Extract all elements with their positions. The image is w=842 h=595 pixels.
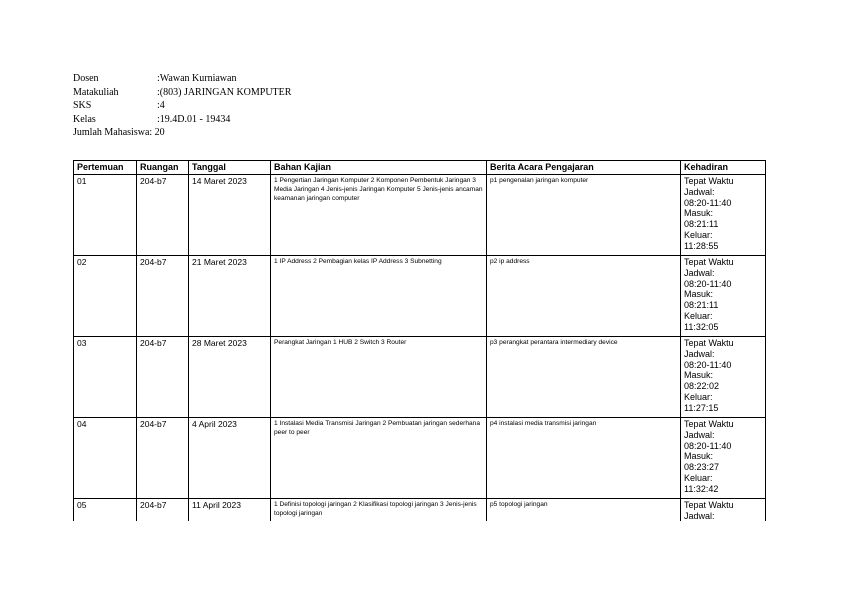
jadwal-time: 08:20-11:40 bbox=[684, 197, 732, 208]
cell-ruangan: 204-b7 bbox=[137, 499, 189, 522]
table-row bbox=[74, 499, 766, 522]
dosen-value: :Wawan Kurniawan bbox=[157, 73, 237, 84]
jadwal-time: 08:20-11:40 bbox=[684, 440, 732, 451]
cell-kehadiran bbox=[681, 418, 766, 499]
sks-label: SKS bbox=[73, 100, 92, 111]
masuk-time: 08:21:11 bbox=[684, 219, 719, 230]
jadwal-label: Jadwal: bbox=[684, 267, 715, 278]
table-row bbox=[74, 256, 766, 337]
masuk-time: 08:21:11 bbox=[684, 300, 719, 311]
header-pertemuan: Pertemuan bbox=[74, 161, 137, 175]
jadwal-time: 08:20-11:40 bbox=[684, 359, 732, 370]
keluar-time: 11:28:55 bbox=[684, 240, 719, 251]
table-row bbox=[74, 418, 766, 499]
cell-tanggal: 14 Maret 2023 bbox=[189, 175, 271, 256]
header-ruangan: Ruangan bbox=[137, 161, 189, 175]
cell-kehadiran bbox=[681, 175, 766, 256]
keluar-label: Keluar: bbox=[684, 229, 713, 240]
matakuliah-value: :(803) JARINGAN KOMPUTER bbox=[157, 86, 292, 98]
kehadiran-status: Tepat Waktu bbox=[684, 338, 734, 348]
masuk-label: Masuk: bbox=[684, 208, 714, 219]
keluar-label: Keluar: bbox=[684, 391, 713, 402]
table-row bbox=[74, 337, 766, 418]
header-bahan-kajian: Bahan Kajian bbox=[271, 161, 487, 175]
kehadiran-status: Tepat Waktu bbox=[684, 176, 734, 186]
keluar-label: Keluar: bbox=[684, 310, 713, 321]
cell-pertemuan: 03 bbox=[74, 337, 137, 418]
cell-pertemuan: 04 bbox=[74, 418, 137, 499]
jadwal-label: Jadwal: bbox=[684, 429, 715, 440]
cell-berita-acara: p3 perangkat perantara intermediary device bbox=[487, 337, 681, 418]
cell-bahan-kajian: 1 Definisi topologi jaringan 2 Klasifikasi topologi jaringan 3 Jenis-jenis topologi jaringan bbox=[271, 499, 487, 522]
kelas-value: :19.4D.01 - 19434 bbox=[157, 113, 231, 125]
cell-bahan-kajian: 1 Instalasi Media Transmisi Jaringan 2 Pembuatan jaringan sederhana peer to peer bbox=[271, 418, 487, 499]
masuk-label: Masuk: bbox=[684, 289, 714, 300]
cell-ruangan: 204-b7 bbox=[137, 256, 189, 337]
jadwal-label: Jadwal: bbox=[684, 510, 715, 521]
cell-berita-acara: p1 pengenalan jaringan komputer bbox=[487, 175, 681, 256]
cell-ruangan: 204-b7 bbox=[137, 418, 189, 499]
cell-bahan-kajian: Perangkat Jaringan 1 HUB 2 Switch 3 Router bbox=[271, 337, 487, 418]
cell-tanggal: 21 Maret 2023 bbox=[189, 256, 271, 337]
cell-berita-acara: p5 topologi jaringan bbox=[487, 499, 681, 522]
cell-pertemuan: 05 bbox=[74, 499, 137, 522]
header-berita-acara: Berita Acara Pengajaran bbox=[487, 161, 681, 175]
attendance-table bbox=[73, 160, 766, 521]
jadwal-time: 08:20-11:40 bbox=[684, 278, 732, 289]
cell-bahan-kajian: 1 IP Address 2 Pembagian kelas IP Address 3 Subnetting bbox=[271, 256, 487, 337]
header-kehadiran: Kehadiran bbox=[681, 161, 766, 175]
keluar-time: 11:27:15 bbox=[684, 402, 719, 413]
table-row bbox=[74, 175, 766, 256]
keluar-time: 11:32:42 bbox=[684, 483, 719, 494]
keluar-time: 11:32:05 bbox=[684, 321, 719, 332]
cell-tanggal: 28 Maret 2023 bbox=[189, 337, 271, 418]
sks-value: :4 bbox=[157, 100, 165, 111]
jadwal-label: Jadwal: bbox=[684, 348, 715, 359]
cell-ruangan: 204-b7 bbox=[137, 337, 189, 418]
cell-kehadiran bbox=[681, 256, 766, 337]
kelas-label: Kelas bbox=[73, 113, 96, 125]
kehadiran-status: Tepat Waktu bbox=[684, 419, 734, 429]
masuk-label: Masuk: bbox=[684, 451, 714, 462]
header-tanggal: Tanggal bbox=[189, 161, 271, 175]
cell-pertemuan: 01 bbox=[74, 175, 137, 256]
keluar-label: Keluar: bbox=[684, 472, 713, 483]
kehadiran-status: Tepat Waktu bbox=[684, 257, 734, 267]
jadwal-label: Jadwal: bbox=[684, 186, 715, 197]
cell-berita-acara: p2 ip address bbox=[487, 256, 681, 337]
cell-tanggal: 11 April 2023 bbox=[189, 499, 271, 522]
cell-bahan-kajian: 1 Pengertian Jaringan Komputer 2 Komponen Pembentuk Jaringan 3 Media Jaringan 4 Jenis-jenis Jaringan Komputer 5 Jenis-jenis ancaman keamanan jaringan computer bbox=[271, 175, 487, 256]
masuk-label: Masuk: bbox=[684, 370, 714, 381]
masuk-time: 08:22:02 bbox=[684, 381, 720, 392]
dosen-label: Dosen bbox=[73, 73, 99, 84]
table-header-row bbox=[74, 161, 766, 175]
cell-ruangan: 204-b7 bbox=[137, 175, 189, 256]
cell-kehadiran bbox=[681, 337, 766, 418]
cell-tanggal: 4 April 2023 bbox=[189, 418, 271, 499]
kehadiran-status: Tepat Waktu bbox=[684, 500, 734, 510]
jumlah-mahasiswa: Jumlah Mahasiswa: 20 bbox=[73, 127, 165, 138]
cell-pertemuan: 02 bbox=[74, 256, 137, 337]
masuk-time: 08:23:27 bbox=[684, 462, 720, 473]
cell-berita-acara: p4 instalasi media transmisi jaringan bbox=[487, 418, 681, 499]
cell-kehadiran bbox=[681, 499, 766, 522]
matakuliah-label: Matakuliah bbox=[73, 86, 119, 98]
